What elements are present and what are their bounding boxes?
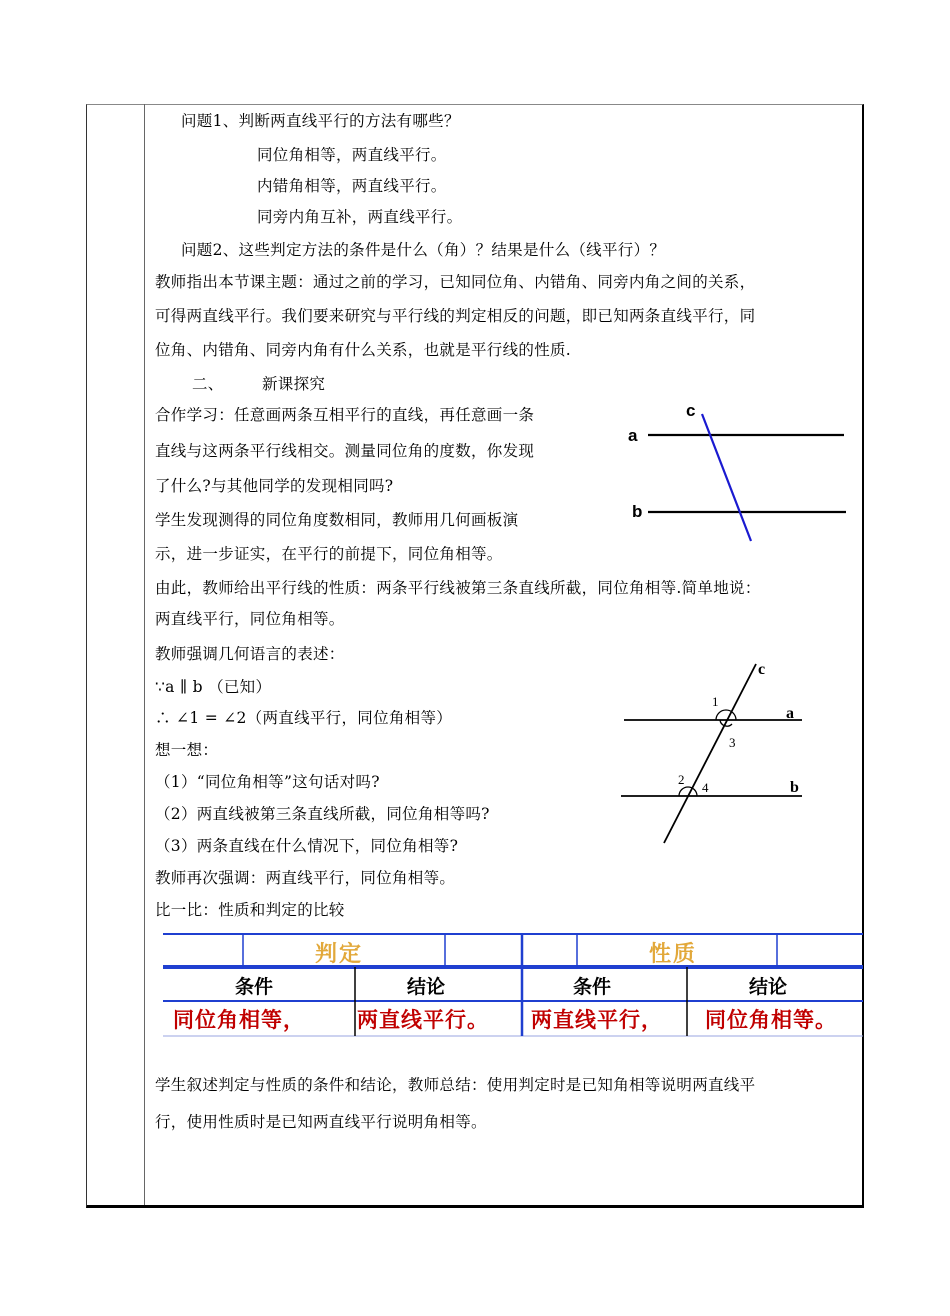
summary-line-1: 学生叙述判定与性质的条件和结论，教师总结：使用判定时是已知角相等说明两直线平 xyxy=(155,1076,756,1094)
label-c: c xyxy=(758,661,766,678)
angle-figure xyxy=(618,658,818,848)
question-1: 问题1、判断两直线平行的方法有哪些？ xyxy=(181,112,460,130)
finding-line-2: 示，进一步证实，在平行的前提下，同位角相等。 xyxy=(155,545,503,563)
angle-3-label: 3 xyxy=(729,735,736,750)
topic-line-3: 位角、内错角、同旁内角有什么关系，也就是平行线的性质. xyxy=(155,341,572,359)
judge-condition-header: 条件 xyxy=(235,976,274,998)
method-3: 同旁内角互补，两直线平行。 xyxy=(257,208,463,226)
think-question-3: （3）两条直线在什么情况下，同位角相等? xyxy=(155,837,459,855)
transversal-c xyxy=(702,414,751,541)
coop-line-1: 合作学习：任意画两条互相平行的直线，再任意画一条 xyxy=(155,406,535,424)
property-line-2: 两直线平行，同位角相等。 xyxy=(155,610,345,628)
property-line-1: 由此，教师给出平行线的性质：两条平行线被第三条直线所截，同位角相等.简单地说： xyxy=(155,579,761,597)
judge-conclusion: 两直线平行。 xyxy=(357,1008,489,1032)
method-1: 同位角相等，两直线平行。 xyxy=(257,146,447,164)
finding-line-1: 学生发现测得的同位角度数相同，教师用几何画板演 xyxy=(155,511,519,529)
parallel-lines-figure xyxy=(620,400,860,550)
section-number: 二、 xyxy=(192,375,224,393)
angle-4-label: 4 xyxy=(702,780,709,795)
property-header: 性质 xyxy=(649,942,698,967)
think-question-1: （1）“同位角相等”这句话对吗? xyxy=(155,773,380,791)
transversal-c xyxy=(664,664,756,843)
think-question-2: （2）两直线被第三条直线所截，同位角相等吗? xyxy=(155,805,490,823)
compare-heading: 比一比：性质和判定的比较 xyxy=(155,901,345,919)
label-a: a xyxy=(786,705,794,722)
therefore-line: ∴ ∠1 = ∠2（两直线平行，同位角相等） xyxy=(155,709,453,727)
angle-2-label: 2 xyxy=(678,772,685,787)
property-conclusion: 同位角相等。 xyxy=(705,1008,837,1032)
question-2: 问题2、这些判定方法的条件是什么（角）？结果是什么（线平行）？ xyxy=(181,241,666,259)
angle-1-arc xyxy=(716,710,736,720)
label-b: b xyxy=(790,779,799,796)
judge-header: 判定 xyxy=(315,942,364,967)
topic-line-2: 可得两直线平行。我们要来研究与平行线的判定相反的问题，即已知两条直线平行，同 xyxy=(155,307,756,325)
label-c: c xyxy=(686,401,696,420)
property-conclusion-header: 结论 xyxy=(749,976,788,998)
label-b: b xyxy=(632,502,643,521)
angle-1-label: 1 xyxy=(712,694,719,709)
section-title: 新课探究 xyxy=(262,375,326,393)
summary-line-2: 行，使用性质时是已知两直线平行说明角相等。 xyxy=(155,1113,487,1131)
column-divider xyxy=(144,104,145,1205)
topic-line-1: 教师指出本节课主题：通过之前的学习，已知同位角、内错角、同旁内角之间的关系， xyxy=(155,273,756,291)
coop-line-2: 直线与这两条平行线相交。测量同位角的度数，你发现 xyxy=(155,442,535,460)
comparison-table xyxy=(163,930,863,1040)
because-line: ∵a ∥ b （已知） xyxy=(155,678,272,696)
coop-line-3: 了什么?与其他同学的发现相同吗? xyxy=(155,477,394,495)
judge-conclusion-header: 结论 xyxy=(407,976,446,998)
emphasis-line: 教师再次强调：两直线平行，同位角相等。 xyxy=(155,869,456,887)
label-a: a xyxy=(628,426,638,445)
property-condition: 两直线平行， xyxy=(531,1008,663,1032)
geometry-language: 教师强调几何语言的表述： xyxy=(155,645,345,663)
method-2: 内错角相等，两直线平行。 xyxy=(257,177,447,195)
think-heading: 想一想： xyxy=(155,741,219,759)
property-condition-header: 条件 xyxy=(573,976,612,998)
judge-condition: 同位角相等， xyxy=(173,1008,305,1032)
